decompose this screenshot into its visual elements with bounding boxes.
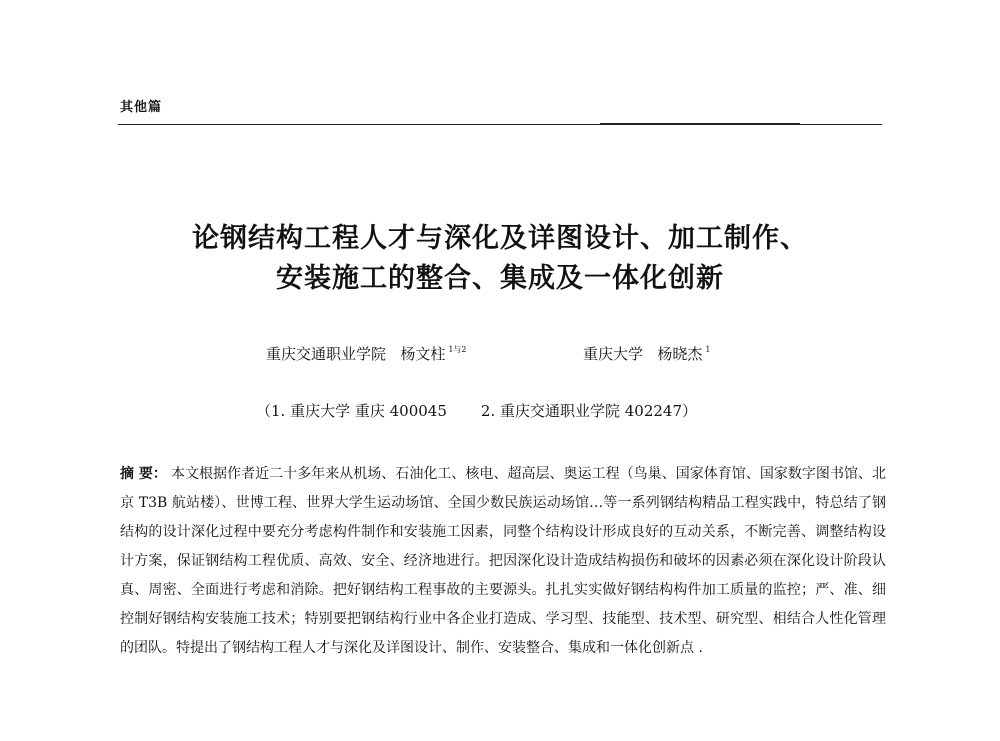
affiliation-close-paren: ）	[682, 402, 698, 420]
affiliation-open-paren: （	[256, 402, 272, 420]
abstract-text: 本文根据作者近二十多年来从机场、石油化工、核电、超高层、奥运工程（鸟巢、国家体育馆、国家数字图书馆、北京 T3B 航站楼）、世博工程、世界大学生运动场馆、全国少数民族运动场馆…等一系列钢结构精品工程实践中，特总结了钢结构的设计深化过程中要充分考虑构件制作和安装施工因素，同整个结构设计形成良好的互动关系，不断完善、调整结构设计方案，保证钢结构工程优质、高效、安全、经济地进行。把因深化设计造成结构损伤和破坏的因素必须在深化设计阶段认真、周密、全面进行考虑和消除。把好钢结构工程事故的主要源头。扎扎实实做好钢结构构件加工质量的监控；严、准、细控制好钢结构安装施工技术；特别要把钢结构行业中各企业打造成、学习型、技能型、技术型、研究型、相结合人性化管理的团队。特提出了钢结构工程人才与深化及详图设计、制作、安装整合、集成和一体化创新点 .	[120, 466, 887, 656]
abstract-label: 摘 要：	[120, 466, 167, 482]
paper-title-line-2: 安装施工的整合、集成及一体化创新	[276, 263, 724, 294]
section-label: 其他篇	[120, 100, 163, 115]
author-2-name: 杨晓杰	[657, 345, 703, 363]
author-1-name: 杨文柱	[400, 345, 446, 363]
author-1-affiliation: 重庆交通职业学院	[266, 345, 387, 363]
abstract	[120, 460, 886, 663]
affiliation-line	[256, 400, 697, 421]
affiliation-1: 1. 重庆大学 重庆 400045	[271, 402, 447, 420]
author-1	[266, 343, 467, 364]
author-1-sup: 1与2	[448, 345, 467, 354]
author-2-sup: 1	[705, 345, 711, 354]
author-2-affiliation: 重庆大学	[583, 345, 644, 363]
author-2	[583, 343, 710, 364]
affiliation-2: 2. 重庆交通职业学院 402247	[480, 402, 683, 420]
paper-title-line-1: 论钢结构工程人才与深化及详图设计、加工制作、	[192, 223, 808, 254]
header-rule-accent	[600, 123, 800, 125]
